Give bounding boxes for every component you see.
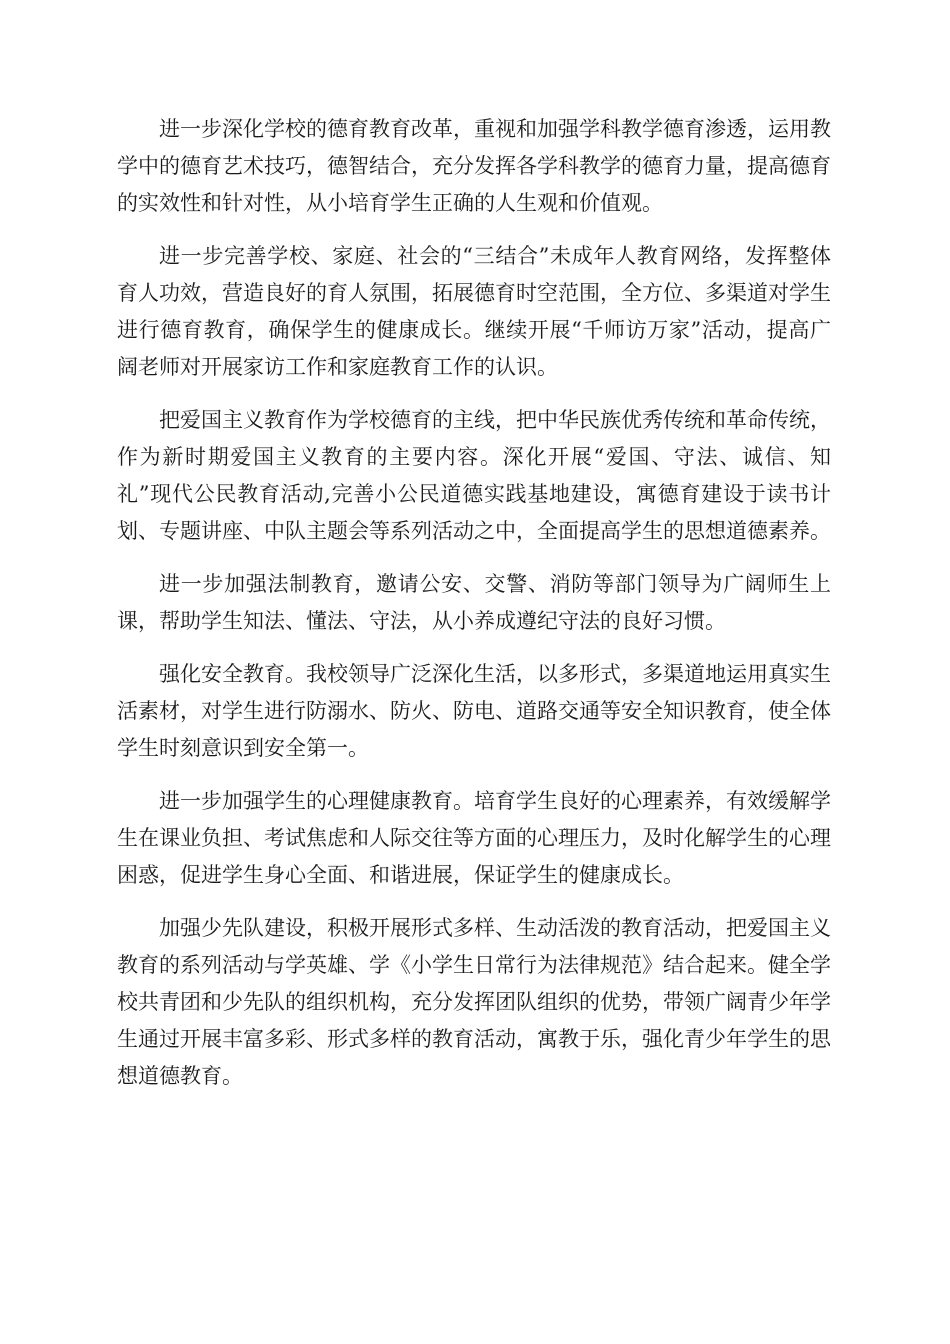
paragraph-4: 进一步加强法制教育，邀请公安、交警、消防等部门领导为广阔师生上课，帮助学生知法、懂法、守法，从小养成遵纪守法的良好习惯。 bbox=[117, 572, 831, 633]
paragraph-5: 强化安全教育。我校领导广泛深化生活，以多形式，多渠道地运用真实生活素材，对学生进行防溺水、防火、防电、道路交通等安全知识教育，使全体学生时刻意识到安全第一。 bbox=[117, 662, 831, 760]
paragraph-2: 进一步完善学校、家庭、社会的“三结合”未成年人教育网络，发挥整体育人功效，营造良好的育人氛围，拓展德育时空范围，全方位、多渠道对学生进行德育教育，确保学生的健康成长。继续开展“千师访万家”活动，提高广阔老师对开展家访工作和家庭教育工作的认识。 bbox=[117, 244, 831, 379]
document-body bbox=[117, 111, 831, 1111]
paragraph-6: 进一步加强学生的心理健康教育。培育学生良好的心理素养，有效缓解学生在课业负担、考试焦虑和人际交往等方面的心理压力，及时化解学生的心理困惑，促进学生身心全面、和谐进展，保证学生的健康成长。 bbox=[117, 789, 831, 887]
paragraph-1: 进一步深化学校的德育教育改革，重视和加强学科教学德育渗透，运用教学中的德育艺术技巧，德智结合，充分发挥各学科教学的德育力量，提高德育的实效性和针对性，从小培育学生正确的人生观和价值观。 bbox=[117, 117, 831, 215]
paragraph-7: 加强少先队建设，积极开展形式多样、生动活泼的教育活动，把爱国主义教育的系列活动与学英雄、学《小学生日常行为法律规范》结合起来。健全学校共青团和少先队的组织机构，充分发挥团队组织的优势，带领广阔青少年学生通过开展丰富多彩、形式多样的教育活动，寓教于乐，强化青少年学生的思想道德教育。 bbox=[117, 916, 831, 1088]
paragraph-3: 把爱国主义教育作为学校德育的主线，把中华民族优秀传统和革命传统，作为新时期爱国主义教育的主要内容。深化开展“爱国、守法、诚信、知礼”现代公民教育活动,完善小公民道德实践基地建设，寓德育建设于读书计划、专题讲座、中队主题会等系列活动之中，全面提高学生的思想道德素养。 bbox=[117, 408, 831, 543]
